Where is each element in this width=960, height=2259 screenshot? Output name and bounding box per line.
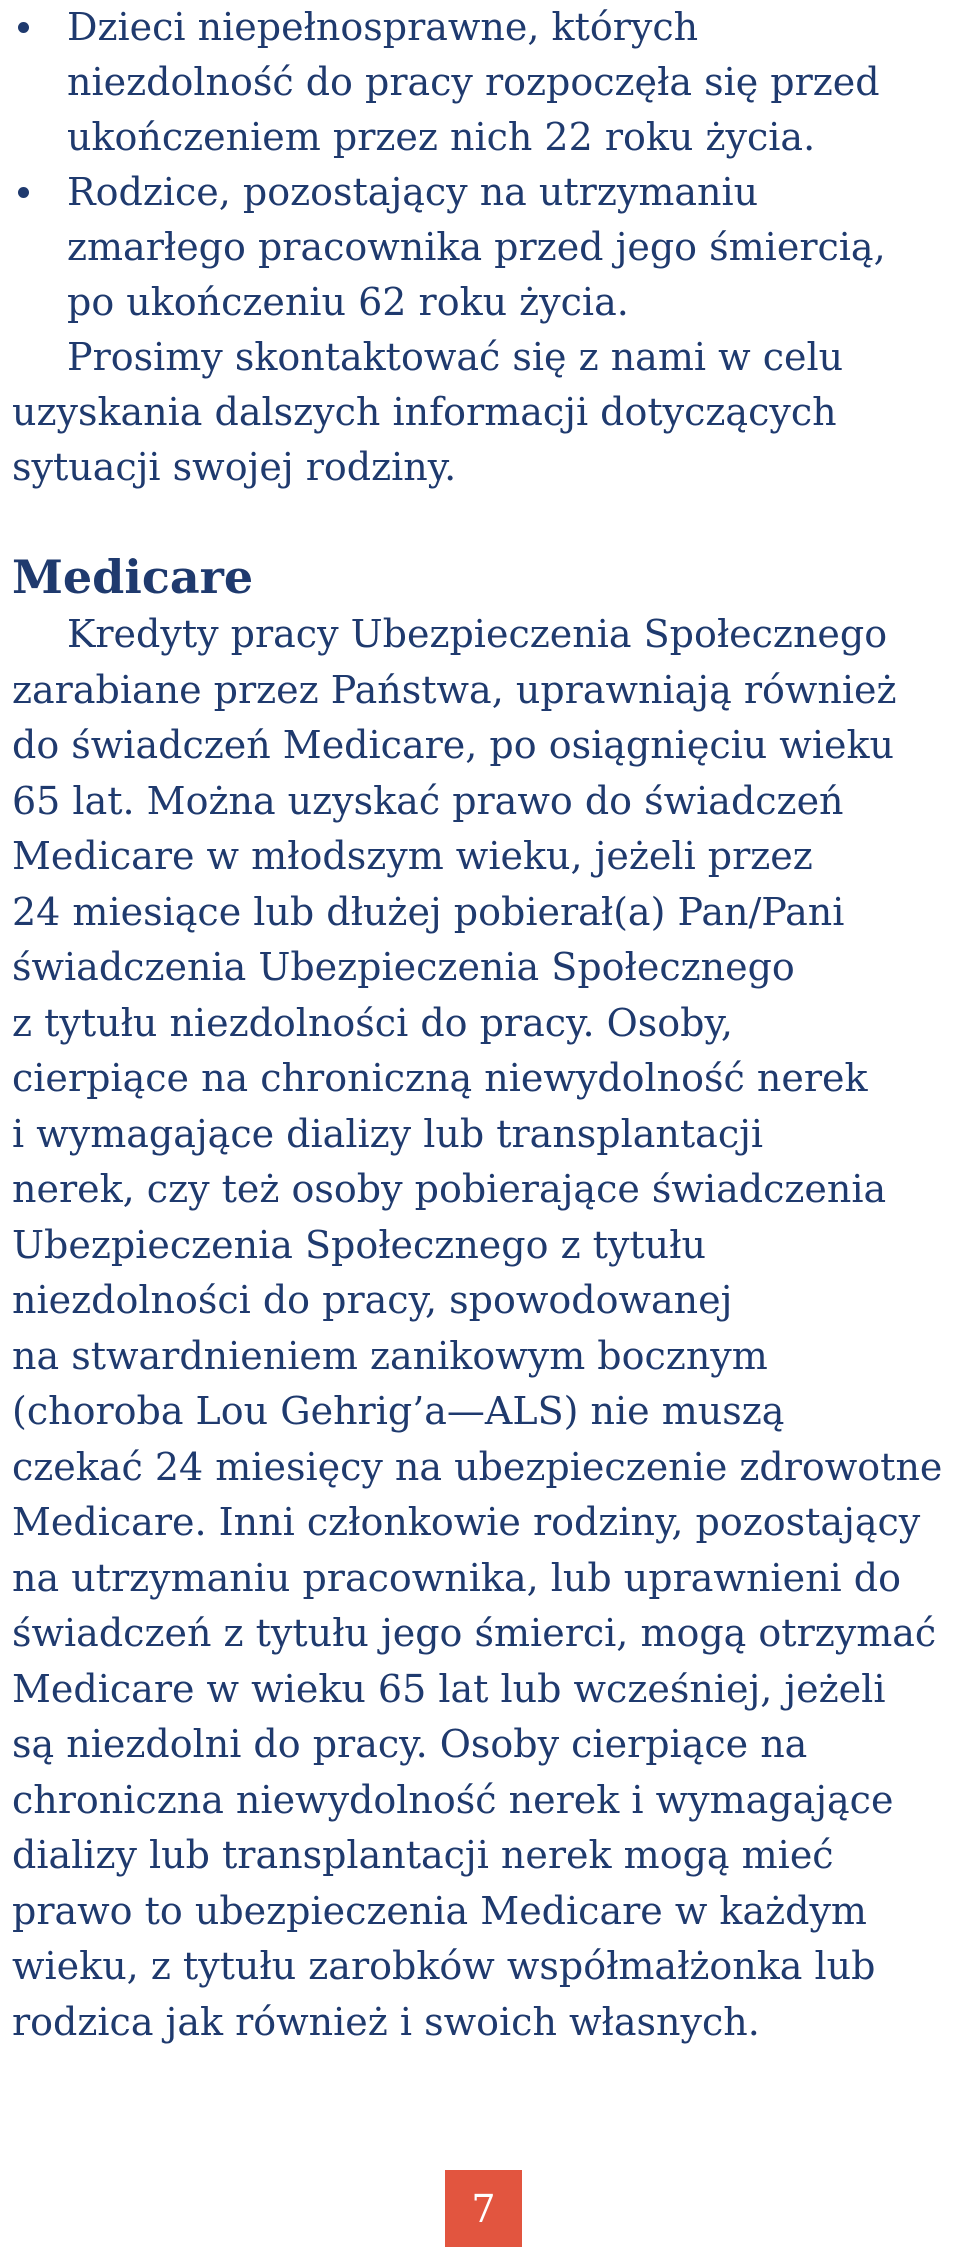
page-number-badge	[445, 2170, 522, 2247]
document-page	[12, 0, 948, 2050]
contact-paragraph: Prosimy skontaktować się z nami w celu uzyskania dalszych informacji dotyczących sytuacji swojej rodziny.	[12, 335, 844, 489]
list-item: Dzieci niepełnosprawne, których niezdolność do pracy rozpoczęła się przed ukończeniem przez nich 22 roku życia.	[12, 0, 948, 165]
list-item: Rodzice, pozostający na utrzymaniu zmarłego pracownika przed jego śmiercią, po ukończeniu 62 roku życia.	[12, 165, 948, 330]
page-number: 7	[471, 2186, 496, 2231]
eligibility-list	[12, 0, 948, 330]
section-heading: Medicare	[12, 550, 254, 604]
section-body: Kredyty pracy Ubezpieczenia Społecznego zarabiane przez Państwa, uprawniają również do świadczeń Medicare, po osiągnięciu wieku 65 lat. Można uzyskać prawo do świadczeń Medicare w młodszym wieku, jeżeli przez 24 miesiące lub dłużej pobierał(a) Pan/Pani świadczenia Ubezpieczenia Społecznego z tytułu niezdolności do pracy. Osoby, cierpiące na chroniczną niewydolność nerek i wymagające dializy lub transplantacji nerek, czy też osoby pobierające świadczenia Ubezpieczenia Społecznego z tytułu niezdolności do pracy, spowodowanej na stwardnieniem zanikowym bocznym (choroba Lou Gehrig’a—ALS) nie muszą czekać 24 miesięcy na ubezpieczenie zdrowotne Medicare. Inni członkowie rodziny, pozostający na utrzymaniu pracownika, lub uprawnieni do świadczeń z tytułu jego śmierci, mogą otrzymać Medicare w wieku 65 lat lub wcześniej, jeżeli są niezdolni do pracy. Osoby cierpiące na chroniczna niewydolność nerek i wymagające dializy lub transplantacji nerek mogą mieć prawo to ubezpieczenia Medicare w każdym wieku, z tytułu zarobków współmałżonka lub rodzica jak również i swoich własnych.	[12, 612, 943, 2044]
